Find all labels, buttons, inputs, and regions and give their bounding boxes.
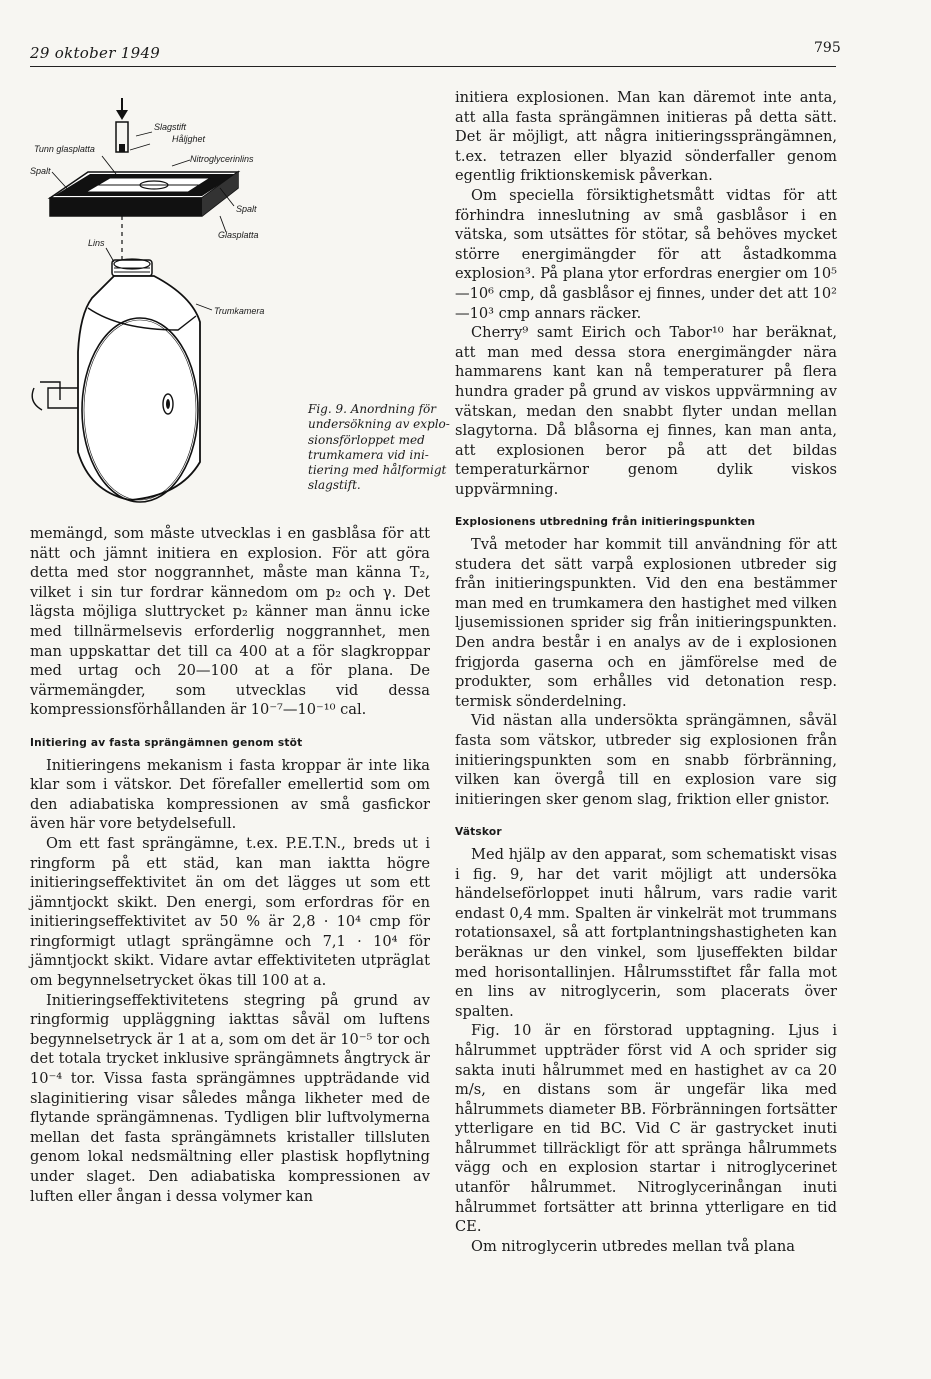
label-tunn-glasplatta: Tunn glasplatta	[34, 144, 95, 154]
label-slagstift: Slagstift	[154, 122, 187, 132]
section-heading: Initiering av fasta sprängämnen genom stöt	[30, 736, 303, 749]
paragraph: Om nitroglycerin utbredes mellan två plana	[471, 1237, 796, 1255]
right-column	[455, 88, 837, 1256]
figure-caption: Fig. 9. Anordning för undersökning av explo- sionsförloppet med trumkamera vid ini- tiering med hålformigt slagstift.	[308, 402, 450, 493]
paragraph: Initieringens mekanism i fasta kroppar är inte lika klar som i vätskor. Det förefaller emellertid som om den adiabatiska kompressionen av små gasfickor även här vore betydelsefull.	[30, 756, 430, 833]
label-lins: Lins	[88, 238, 105, 248]
section-heading: Vätskor	[455, 826, 502, 839]
paragraph: Två metoder har kommit till användning för att studera det sätt varpå explosionen utbreder sig från initieringspunkten. Vid den ena bestämmer man med en trumkamera den hastighet med vilken ljusemissionen sprider sig från initieringspunkten. Den andra består i en analys av de i explosionen frigjorda gaserna och en jämförelse med de produkter, som erhålles vid detonation resp. termisk sönderdelning.	[455, 536, 837, 710]
header-date: 29 oktober 1949	[30, 44, 161, 62]
paragraph: Vid nästan alla undersökta sprängämnen, såväl fasta som vätskor, utbreder sig explosionen från initieringspunkten som en snabb förbränning, vilken kan övergå till en explosion vare sig initieringen sker genom slag, friktion eller gnistor.	[455, 712, 837, 808]
section-heading: Explosionens utbredning från initieringspunkten	[455, 516, 756, 529]
figure-9	[30, 92, 450, 522]
paragraph: Cherry⁹ samt Eirich och Tabor¹⁰ har beräknat, att man med dessa stora energimängder nära hammarens kant kan nå temperaturer på flera hundra grader på grund av viskos uppvärmning av vätskan, medan den snabbt flyter undan mellan slagytorna. Då blåsorna ej finnes, kan man anta, att explosionen beror på att det bildas temperaturkärnor genom dylik viskos uppvärmning.	[455, 324, 837, 498]
paragraph: memängd, som måste utvecklas i en gasblåsa för att nätt och jämnt initiera en explosion. För att göra detta med stor noggrannhet, måste man känna T₂, vilket i sin tur fordrar kännedom om p₂ och γ. Det lägsta möjliga sluttrycket p₂ känner man ännu icke med tillnärmelsevis erforderlig noggrannhet, men man uppskattar det till ca 400 at a för slagkroppar med urtag och 20—100 at a för plana. De värmemängder, som utvecklas vid dessa kompressionsförhållanden är 10⁻⁷—10⁻¹⁰ cal.	[30, 525, 430, 719]
header-rule	[30, 66, 836, 67]
label-halighet: Håljghet	[172, 134, 206, 144]
label-trumkamera: Trumkamera	[214, 306, 265, 316]
paragraph: Fig. 10 är en förstorad upptagning. Ljus i hålrummet uppträder först vid A och sprider sig sakta inuti hålrummet med en hastighet av ca 20 m/s, en distans som är ungefär lika med hålrummets diameter BB. Förbränningen fortsätter ytterligare en tid BC. Vid C är gastrycket inuti hålrummet tillräckligt för att spränga hålrummets vägg och en explosion startar i nitroglycerinet utanför hålrummet. Nitroglycerinångan inuti hålrummet fortsätter att brinna ytterligare en tid CE.	[455, 1022, 837, 1236]
paragraph: Initieringseffektivitetens stegring på grund av ringformig uppläggning iakttas såväl om luftens begynnelsetryck är 1 at a, som om det är 10⁻⁵ tor och det totala trycket inklusive sprängämnets ångtryck är 10⁻⁴ tor. Vissa fasta sprängämnes uppträdande vid slaginitiering visar således många likheter med de flytande sprängämnenas. Tydligen blir luftvolymerna mellan det fasta sprängämnets kristaller tillsluten genom lokal nedsmältning eller plastisk hopflytning under slaget. Den adiabatiska kompressionen av luften eller ångan i dessa volymer kan	[30, 991, 430, 1205]
label-spalt-right: Spalt	[236, 204, 257, 214]
left-column	[30, 524, 430, 1206]
paragraph: Om ett fast sprängämne, t.ex. P.E.T.N., breds ut i ringform på ett städ, kan man iaktta högre initieringseffektivitet än om det lägges ut som ett jämntjockt skikt. Den energi, som erfordras för en initieringseffektivitet av 50 % är 2,8 · 10⁴ cmp för ringformigt utlagt sprängämne och 7,1 · 10⁴ för jämntjockt skikt. Vidare avtar effektiviteten utpräglat om begynnelsetrycket ökas till 100 at a.	[30, 834, 430, 990]
label-glasplatta: Glasplatta	[218, 230, 259, 240]
label-spalt-left: Spalt	[30, 166, 51, 176]
label-nitroglycerinlins: Nitroglycerinlins	[190, 154, 254, 164]
paragraph: Om speciella försiktighetsmått vidtas för att förhindra inneslutning av små gasblåsor i en vätska, som utsättes för stötar, så behöves mycket större energimängder för att åstadkomma explosion³. På plana ytor erfordras energier om 10⁵—10⁶ cmp, då gasblåsor ej finnes, under det att 10²—10³ cmp annars räcker.	[455, 186, 837, 322]
page-number: 795	[814, 40, 841, 56]
paragraph: Med hjälp av den apparat, som schematiskt visas i fig. 9, har det varit möjligt att undersöka händelseförloppet inuti hålrum, vars radie varit endast 0,4 mm. Spalten är vinkelrät mot trummans rotationsaxel, så att fortplantningshastigheten kan beräknas ur den vinkel, som ljuseffekten bildar med horisontallinjen. Hålrumsstiftet får falla mot en lins av nitroglycerin, som placerats över spalten.	[455, 845, 837, 1020]
paragraph: initiera explosionen. Man kan däremot inte anta, att alla fasta sprängämnen initieras på detta sätt. Det är möjligt, att några initieringssprängämnen, t.ex. tetrazen eller blyazid sönderfaller genom egentlig friktionskemisk påverkan.	[455, 89, 837, 185]
